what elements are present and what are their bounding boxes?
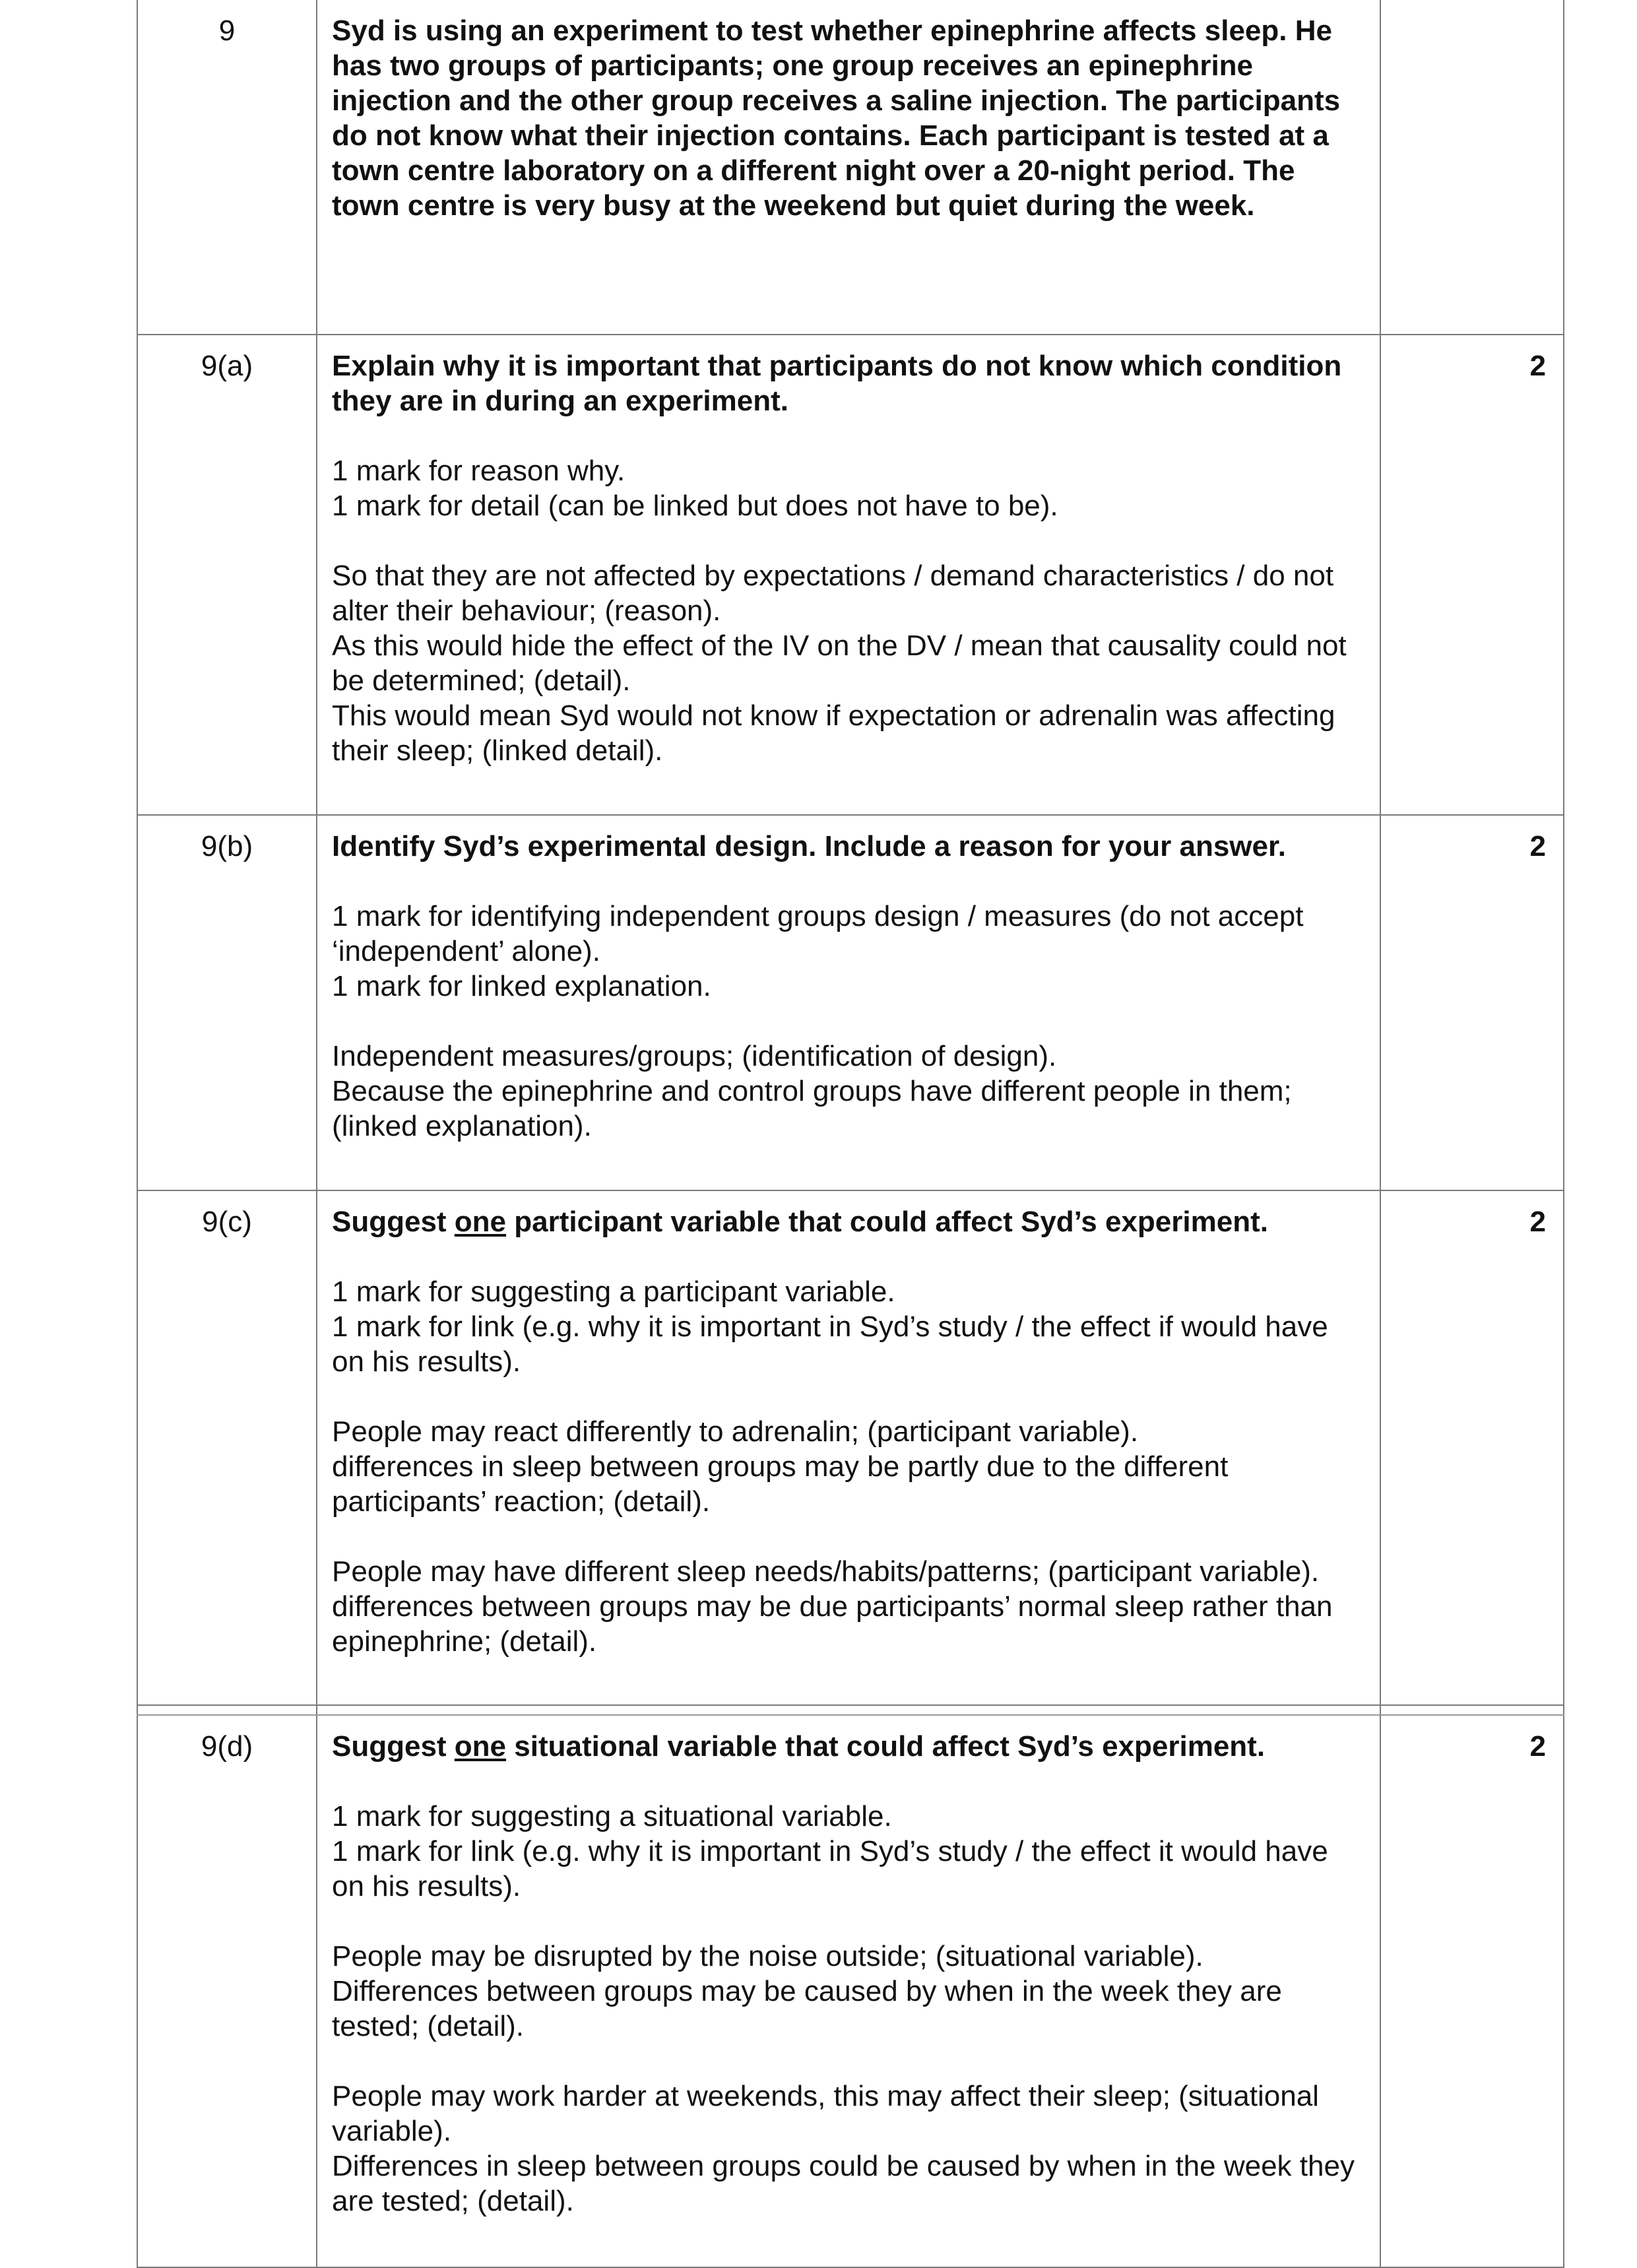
question-cell xyxy=(317,1715,1380,2267)
mark-guidance xyxy=(332,1274,1363,1379)
question-number: 9 xyxy=(137,0,317,335)
guidance-line: 1 mark for detail (can be linked but does not have to be). xyxy=(332,490,1058,522)
indicative-answers xyxy=(332,558,1363,768)
indicative-answers xyxy=(332,1554,1363,1659)
marks-cell xyxy=(1380,0,1564,335)
mark-guidance xyxy=(332,453,1363,523)
table-row-separator xyxy=(137,1705,1564,1715)
answer-line: People may be disrupted by the noise outside; (situational variable). xyxy=(332,1940,1204,1972)
guidance-line: 1 mark for linked explanation. xyxy=(332,970,711,1002)
marks-cell: 2 xyxy=(1380,335,1564,815)
question-text-end: situational variable that could affect Syd’s experiment. xyxy=(506,1730,1266,1763)
mark-guidance xyxy=(332,899,1363,1004)
marks-cell: 2 xyxy=(1380,815,1564,1190)
answer-line: Differences between groups may be caused by when in the week they are tested; (detail). xyxy=(332,1975,1282,2042)
indicative-answers xyxy=(332,1039,1363,1144)
guidance-line: 1 mark for suggesting a participant variable. xyxy=(332,1276,895,1308)
mark-scheme-table xyxy=(137,0,1564,2268)
marks-cell: 2 xyxy=(1380,1715,1564,2267)
question-emphasis: one xyxy=(454,1206,507,1238)
question-number: 9(b) xyxy=(137,815,317,1190)
table-row xyxy=(137,1190,1564,1705)
question-text xyxy=(332,1729,1363,1764)
separator-cell xyxy=(137,1705,317,1715)
question-text: Explain why it is important that participants do not know which condition they are in during an experiment. xyxy=(332,350,1342,417)
indicative-answers xyxy=(332,1414,1363,1519)
question-emphasis: one xyxy=(454,1730,507,1763)
table-row xyxy=(137,1715,1564,2267)
question-cell xyxy=(317,335,1380,815)
guidance-line: 1 mark for reason why. xyxy=(332,455,626,487)
question-text-start: Suggest xyxy=(332,1206,455,1238)
answer-line: As this would hide the effect of the IV on the DV / mean that causality could not be determined; (detail). xyxy=(332,630,1347,697)
guidance-line: 1 mark for suggesting a situational variable. xyxy=(332,1800,892,1832)
answer-line: Independent measures/groups; (identification of design). xyxy=(332,1040,1057,1072)
question-text-start: Suggest xyxy=(332,1730,455,1763)
question-text xyxy=(332,1204,1363,1239)
question-number: 9(c) xyxy=(137,1190,317,1705)
marks-cell: 2 xyxy=(1380,1190,1564,1705)
answer-line: differences between groups may be due participants’ normal sleep rather than epinephrine; (detail). xyxy=(332,1590,1333,1658)
question-text: Identify Syd’s experimental design. Include a reason for your answer. xyxy=(332,830,1286,862)
question-text: Syd is using an experiment to test whether epinephrine affects sleep. He has two groups of participants; one group receives an epinephrine injection and the other group receives a saline injection. The participants do not know what their injection contains. Each participant is tested at a town centre laboratory on a different night over a 20-night period. The town centre is very busy at the weekend but quiet during the week. xyxy=(332,15,1341,222)
table-row xyxy=(137,815,1564,1190)
answer-line: Differences in sleep between groups could be caused by when in the week they are tested; (detail). xyxy=(332,2150,1355,2217)
guidance-line: 1 mark for identifying independent groups design / measures (do not accept ‘independent’ alone). xyxy=(332,900,1304,967)
indicative-answers xyxy=(332,1939,1363,2044)
table-row xyxy=(137,0,1564,335)
answer-line: differences in sleep between groups may be partly due to the different participants’ reaction; (detail). xyxy=(332,1450,1229,1518)
guidance-line: 1 mark for link (e.g. why it is important in Syd’s study / the effect it would have on his results). xyxy=(332,1835,1328,1902)
question-number: 9(a) xyxy=(137,335,317,815)
separator-cell xyxy=(1380,1705,1564,1715)
mark-guidance xyxy=(332,1799,1363,1904)
question-text-end: participant variable that could affect Syd’s experiment. xyxy=(506,1206,1268,1238)
answer-line: People may react differently to adrenalin; (participant variable). xyxy=(332,1415,1139,1448)
answer-line: So that they are not affected by expectations / demand characteristics / do not alter their behaviour; (reason). xyxy=(332,560,1334,627)
indicative-answers xyxy=(332,2079,1363,2219)
question-number: 9(d) xyxy=(137,1715,317,2267)
question-cell xyxy=(317,815,1380,1190)
mark-scheme-page xyxy=(137,0,1546,2217)
answer-line: People may have different sleep needs/habits/patterns; (participant variable). xyxy=(332,1555,1320,1588)
question-cell xyxy=(317,0,1380,335)
table-row xyxy=(137,335,1564,815)
answer-line: Because the epinephrine and control groups have different people in them; (linked explanation). xyxy=(332,1075,1292,1142)
answer-line: People may work harder at weekends, this may affect their sleep; (situational variable). xyxy=(332,2080,1319,2147)
answer-line: This would mean Syd would not know if expectation or adrenalin was affecting their sleep; (linked detail). xyxy=(332,699,1335,767)
separator-cell xyxy=(317,1705,1380,1715)
guidance-line: 1 mark for link (e.g. why it is important in Syd’s study / the effect if would have on his results). xyxy=(332,1311,1328,1378)
question-cell xyxy=(317,1190,1380,1705)
